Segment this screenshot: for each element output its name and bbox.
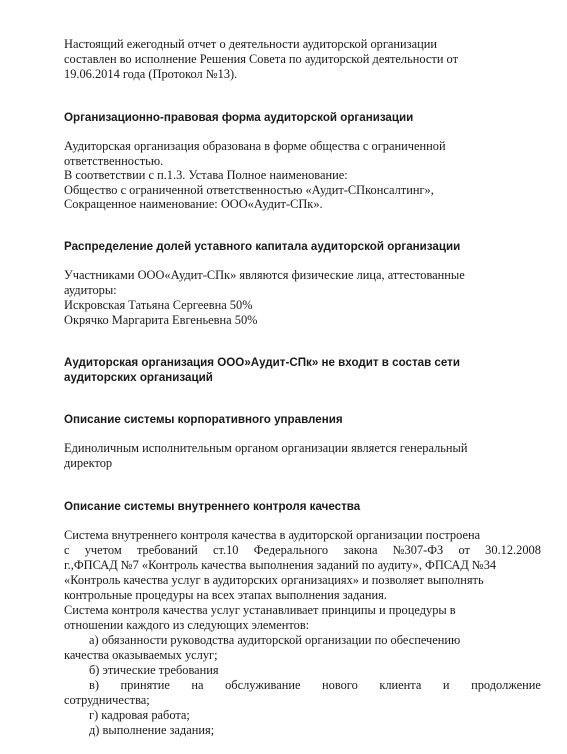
- quality-item-g: г) кадровая работа;: [89, 708, 190, 722]
- word: клиента: [379, 678, 422, 692]
- word: требований: [136, 543, 198, 557]
- word: Федерального: [253, 543, 329, 557]
- intro-line-1: Настоящий ежегодный отчет о деятельности аудиторской организации: [64, 37, 437, 51]
- heading-governance: Описание системы корпоративного управления: [64, 413, 343, 426]
- heading-quality: Описание системы внутреннего контроля качества: [64, 500, 361, 513]
- quality-p1-line-3: г.,ФПСАД №7 «Контроль качества выполнения заданий по аудиту», ФПСАД №34: [64, 558, 497, 572]
- capital-line-3: Искровская Татьяна Сергеевна 50%: [64, 298, 253, 312]
- heading-capital: Распределение долей уставного капитала аудиторской организации: [64, 240, 461, 253]
- capital-line-4: Окрячко Маргарита Евгеньевна 50%: [64, 313, 258, 327]
- word: №307-ФЗ: [392, 543, 444, 557]
- quality-item-b: б) этические требования: [89, 663, 219, 677]
- quality-p1-line-1: Система внутреннего контроля качества в аудиторской организации построена: [64, 528, 481, 542]
- legal-form-line-3: В соответствии с п.1.3. Устава Полное наименование:: [64, 168, 348, 182]
- quality-item-a-line-1: а) обязанности руководства аудиторской организации по обеспечению: [89, 633, 461, 647]
- word: в): [89, 678, 99, 692]
- heading-network-line-1: Аудиторская организация ООО»Аудит-СПк» не входит в состав сети: [64, 356, 460, 369]
- capital-line-1: Участниками ООО«Аудит-СПк» являются физические лица, аттестованные: [64, 268, 465, 282]
- word: обслуживание: [225, 678, 301, 692]
- governance-line-2: директор: [64, 456, 113, 470]
- quality-p2-line-1: Система контроля качества услуг устанавливает принципы и процедуры в: [64, 603, 456, 617]
- heading-network-line-2: аудиторских организаций: [64, 371, 213, 384]
- word: учетом: [84, 543, 122, 557]
- quality-p1-line-4: «Контроль качества услуг в аудиторских организациях» и позволяет выполнять: [64, 573, 484, 587]
- word: на: [191, 678, 204, 692]
- capital-line-2: аудиторы:: [64, 283, 117, 297]
- quality-item-d: д) выполнение задания;: [89, 723, 215, 737]
- legal-form-line-4: Общество с ограниченной ответственностью «Аудит-СПконсалтинг»,: [64, 183, 434, 197]
- quality-p1-line-2: [64, 543, 541, 558]
- legal-form-line-2: ответственностью.: [64, 154, 164, 168]
- legal-form-line-5: Сокращенное наименование: ООО«Аудит-СПк».: [64, 197, 323, 211]
- word: нового: [322, 678, 358, 692]
- word: 30.12.2008: [485, 543, 541, 557]
- heading-legal-form: Организационно-правовая форма аудиторской организации: [64, 111, 414, 124]
- intro-line-3: 19.06.2014 года (Протокол №13).: [64, 67, 238, 81]
- quality-p1-line-5: контрольные процедуры на всех этапах выполнения задания.: [64, 588, 387, 602]
- governance-line-1: Единоличным исполнительным органом организации является генеральный: [64, 441, 468, 455]
- quality-item-v-line-2: сотрудничества;: [64, 693, 150, 707]
- quality-item-v-line-1: [89, 678, 541, 693]
- word: принятие: [120, 678, 170, 692]
- word: ст.10: [213, 543, 239, 557]
- word: с: [64, 543, 70, 557]
- word: и: [442, 678, 450, 692]
- word: от: [458, 543, 470, 557]
- word: продолжение: [471, 678, 541, 692]
- quality-p2-line-2: отношении каждого из следующих элементов:: [64, 618, 310, 632]
- intro-line-2: составлен во исполнение Решения Совета по аудиторской деятельности от: [64, 52, 458, 66]
- word: закона: [343, 543, 378, 557]
- legal-form-line-1: Аудиторская организация образована в форме общества с ограниченной: [64, 139, 446, 153]
- quality-item-a-line-2: качества оказываемых услуг;: [64, 648, 218, 662]
